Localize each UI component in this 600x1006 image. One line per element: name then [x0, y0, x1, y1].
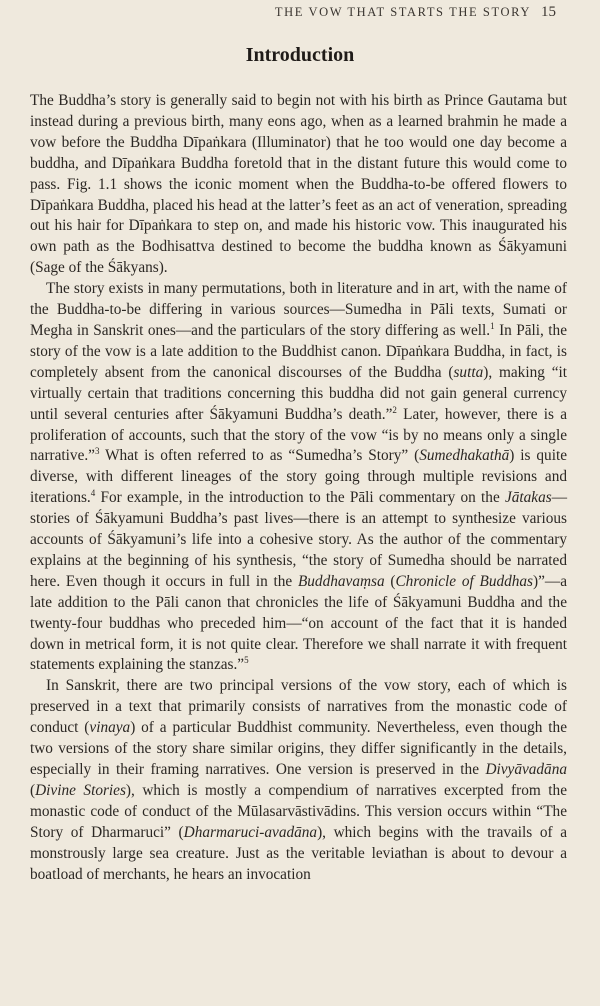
- text-run: ) of a particular Buddhist community. Nevertheless, even though the two versions of the story share similar origins, they differ significantly in the details, especially in their framing narratives. One version is preserved in the: [30, 719, 567, 778]
- paragraph: [30, 279, 567, 676]
- text-run: Later, however, there is a proliferation of accounts, such that the story of the vow “is by no means only a single narrative.”: [30, 405, 567, 465]
- italic-text: Buddhavaṃsa: [297, 572, 385, 590]
- footnote-ref: 2: [392, 404, 397, 415]
- text-run: In Sanskrit, there are two principal versions of the vow story, each of which is preserved in a text that primarily consists of narratives from the monastic code of conduct (: [30, 677, 567, 737]
- italic-text: Divyāvadāna: [485, 761, 567, 778]
- body-text: [30, 91, 567, 885]
- running-head: [275, 4, 556, 21]
- italic-text: Divine Stories: [35, 781, 126, 799]
- footnote-ref: 3: [94, 446, 100, 457]
- paragraph: [30, 91, 567, 279]
- section-title: Introduction: [245, 44, 355, 66]
- text-run: What is often referred to as “Sumedha’s Story” (: [99, 447, 420, 465]
- text-run: For example, in the introduction to the Pāli commentary on the: [95, 489, 505, 507]
- running-head-title: THE VOW THAT STARTS THE STORY: [274, 5, 531, 19]
- text-run: —stories of Śākyamuni Buddha’s past lives—there is an attempt to synthesize various accounts of Śākyamuni’s life into a cohesive story. As the author of the commentary explains at the beginning of his synthesis, “the story of Sumedha should be narrated here. Even though it occurs in full in the: [30, 489, 567, 590]
- text-run: The story exists in many permutations, both in literature and in art, with the name of the Buddha-to-be differing in various sources—Sumedha in Pāli texts, Sumati or Megha in Sanskrit ones—and the particulars of the story differing as well.: [30, 280, 567, 339]
- text-run: ), which begins with the travails of a monstrously large sea creature. Just as the veritable leviathan is about to devour a boatload of merchants, he hears an invocation: [30, 823, 568, 883]
- footnote-ref: 4: [90, 488, 96, 499]
- text-run: ), which is mostly a compendium of narratives excerpted from the monastic code of conduct of the Mūlasarvāstivādins. This version occurs within “The Story of Dharmaruci” (: [30, 781, 567, 841]
- text-run: (: [384, 572, 396, 590]
- footnote-ref: 5: [244, 655, 249, 666]
- italic-text: Dharmaruci-avadāna: [183, 823, 318, 841]
- text-run: ), making “it virtually certain that traditions concerning this buddha did not gain general currency until several centuries after Śākyamuni Buddha’s death.”: [30, 363, 567, 423]
- italic-text: vinaya: [89, 719, 131, 737]
- text-run: In Pāli, the story of the vow is a late addition to the Buddhist canon. Dīpaṅkara Buddha, in fact, is completely absent from the canonical discourses of the Buddha (: [30, 321, 567, 381]
- page-number: 15: [541, 4, 556, 20]
- italic-text: Sumedhakathā: [419, 447, 510, 465]
- text-run: ) is quite diverse, with different lineages of the story going through multiple revisions and iterations.: [30, 447, 567, 507]
- text-run: )”—a late addition to the Pāli canon that chronicles the life of Śākyamuni Buddha and the twenty-four buddhas who preceded him—“on account of the fact that it is handed down in metrical form, it is not quite clear. Therefore we shall narrate it with frequent statements explaining the stanzas.”: [30, 572, 567, 674]
- footnote-ref: 1: [490, 320, 495, 331]
- paragraph: [30, 676, 567, 885]
- text-run: (: [30, 781, 36, 799]
- italic-text: sutta: [453, 363, 484, 381]
- text-run: The Buddha’s story is generally said to begin not with his birth as Prince Gautama but instead during a previous birth, many eons ago, when as a learned brahmin he made a vow before the Buddha Dīpaṅkara (Illuminator) that he too would one day become a buddha, and Dīpaṅkara Buddha foretold that in the distant future this would come to pass. Fig. 1.1 shows the iconic moment when the Buddha-to-be offered flowers to Dīpaṅkara Buddha, placed his head at the latter’s feet as an act of veneration, spreading out his hair for Dīpaṅkara to step on, and made his historic vow. This inaugurated his own path as the Bodhisattva destined to become the buddha known as Śākyamuni (Sage of the Śākyans).: [30, 92, 567, 277]
- italic-text: Jātakas: [504, 489, 552, 507]
- italic-text: Chronicle of Buddhas: [395, 572, 534, 590]
